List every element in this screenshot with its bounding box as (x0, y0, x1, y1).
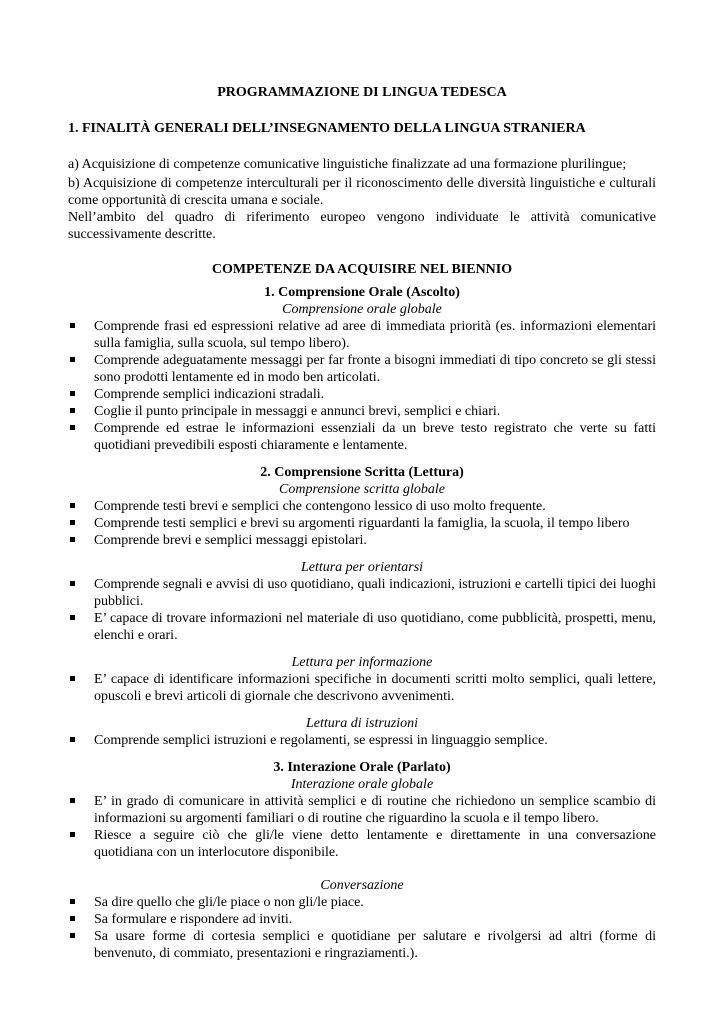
bullet-list (68, 732, 656, 749)
list-item-text: Comprende ed estrae le informazioni essenziali da un breve testo registrato che verte su fatti quotidiani prevedibili esposti chiaramente e lentamente. (94, 421, 656, 453)
list-item-text: Comprende testi brevi e semplici che contengono lessico di uso molto frequente. (94, 499, 546, 514)
bullet-square-icon (70, 615, 75, 620)
list-item-text: Coglie il punto principale in messaggi e annunci brevi, semplici e chiari. (94, 404, 501, 419)
skill-subtitle: Comprensione orale globale (282, 302, 442, 317)
list-item-text: Comprende segnali e avvisi di uso quotidiano, quali indicazioni, istruzioni e cartelli tipici dei luoghi pubblici. (94, 577, 656, 609)
list-item (68, 793, 656, 827)
list-item-text: Comprende testi semplici e brevi su argomenti riguardanti la famiglia, la scuola, il tempo libero (94, 516, 630, 531)
bullet-square-icon (70, 581, 75, 586)
list-item (68, 352, 656, 386)
list-item (68, 515, 656, 532)
list-item-text: Comprende brevi e semplici messaggi epistolari. (94, 533, 367, 548)
paragraph: a) Acquisizione di competenze comunicative linguistiche finalizzate ad una formazione plurilingue; (68, 157, 627, 172)
list-item-text: E’ capace di trovare informazioni nel materiale di uso quotidiano, come pubblicità, prospetti, menu, elenchi e orari. (94, 611, 656, 643)
bullet-square-icon (70, 425, 75, 430)
bullet-square-icon (70, 737, 75, 742)
section-title: 1. FINALITÀ GENERALI DELL’INSEGNAMENTO DELLA LINGUA STRANIERA (68, 121, 586, 136)
bullet-square-icon (70, 916, 75, 921)
bullet-square-icon (70, 520, 75, 525)
competences-heading: COMPETENZE DA ACQUISIRE NEL BIENNIO (211, 262, 513, 277)
bullet-square-icon (70, 357, 75, 362)
list-item-text: Sa dire quello che gli/le piace o non gli/le piace. (94, 895, 364, 910)
document-page (68, 84, 656, 962)
bullet-square-icon (70, 899, 75, 904)
bullet-square-icon (70, 798, 75, 803)
bullet-list (68, 671, 656, 705)
skill-section (68, 284, 656, 454)
list-item-text: E’ capace di identificare informazioni specifiche in documenti scritti molto semplici, quali lettere, opuscoli e brevi articoli di giornale che descrivono avvenimenti. (94, 672, 656, 704)
list-item (68, 671, 656, 705)
list-item-text: Comprende semplici indicazioni stradali. (94, 387, 325, 402)
list-item-text: Comprende adeguatamente messaggi per far fronte a bisogni immediati di tipo concreto se gli stessi sono prodotti lentamente ed in modo ben articolati. (94, 353, 656, 385)
bullet-square-icon (70, 503, 75, 508)
list-item (68, 498, 656, 515)
bullet-square-icon (70, 408, 75, 413)
list-item-text: E’ in grado di comunicare in attività semplici e di routine che richiedono un semplice scambio di informazioni su argomenti familiari o di routine che riguardino la scuola e il tempo libero. (94, 794, 656, 826)
list-item (68, 732, 656, 749)
list-item (68, 928, 656, 962)
bullet-square-icon (70, 676, 75, 681)
skill-section (68, 464, 656, 749)
list-item (68, 894, 656, 911)
paragraph: Nell’ambito del quadro di riferimento europeo vengono individuate le attività comunicative successivamente descritte. (68, 210, 656, 242)
list-item (68, 532, 656, 549)
list-item (68, 576, 656, 610)
list-item (68, 827, 656, 861)
bullet-square-icon (70, 537, 75, 542)
paragraph: b) Acquisizione di competenze interculturali per il riconoscimento delle diversità linguistiche e culturali come opportunità di crescita umana e sociale. (68, 176, 656, 208)
bullet-square-icon (70, 323, 75, 328)
list-item-text: Comprende frasi ed espressioni relative ad aree di immediata priorità (es. informazioni elementari sulla famiglia, sulla scuola, sul tempo libero). (94, 319, 656, 351)
skill-title: 3. Interazione Orale (Parlato) (273, 760, 451, 775)
list-item (68, 386, 656, 403)
intro-paragraphs (68, 156, 656, 243)
skill-title: 2. Comprensione Scritta (Lettura) (260, 465, 464, 480)
skill-subtitle: Conversazione (320, 878, 404, 893)
skill-subtitle: Lettura per orientarsi (300, 560, 424, 575)
bullet-list (68, 318, 656, 454)
bullet-square-icon (70, 832, 75, 837)
list-item-text: Riesce a seguire ciò che gli/le viene detto lentamente e direttamente in una conversazione quotidiana con un interlocutore disponibile. (94, 828, 656, 860)
skill-subtitle: Comprensione scritta globale (279, 482, 445, 497)
bullet-square-icon (70, 933, 75, 938)
skill-section (68, 759, 656, 962)
list-item (68, 610, 656, 644)
bullet-list (68, 576, 656, 644)
skill-subtitle: Interazione orale globale (290, 777, 434, 792)
list-item (68, 420, 656, 454)
list-item-text: Sa usare forme di cortesia semplici e quotidiane per salutare e rivolgersi ad altri (forme di benvenuto, di commiato, presentazioni e ringraziamenti.). (94, 929, 656, 961)
document-title: PROGRAMMAZIONE DI LINGUA TEDESCA (217, 85, 507, 100)
bullet-list (68, 498, 656, 549)
list-item (68, 318, 656, 352)
list-item-text: Comprende semplici istruzioni e regolamenti, se espressi in linguaggio semplice. (94, 733, 548, 748)
list-item (68, 403, 656, 420)
skill-title: 1. Comprensione Orale (Ascolto) (264, 285, 460, 300)
bullet-list (68, 793, 656, 861)
list-item-text: Sa formulare e rispondere ad inviti. (94, 912, 293, 927)
skill-subtitle: Lettura di istruzioni (305, 716, 419, 731)
list-item (68, 911, 656, 928)
bullet-square-icon (70, 391, 75, 396)
skill-subtitle: Lettura per informazione (291, 655, 433, 670)
bullet-list (68, 894, 656, 962)
